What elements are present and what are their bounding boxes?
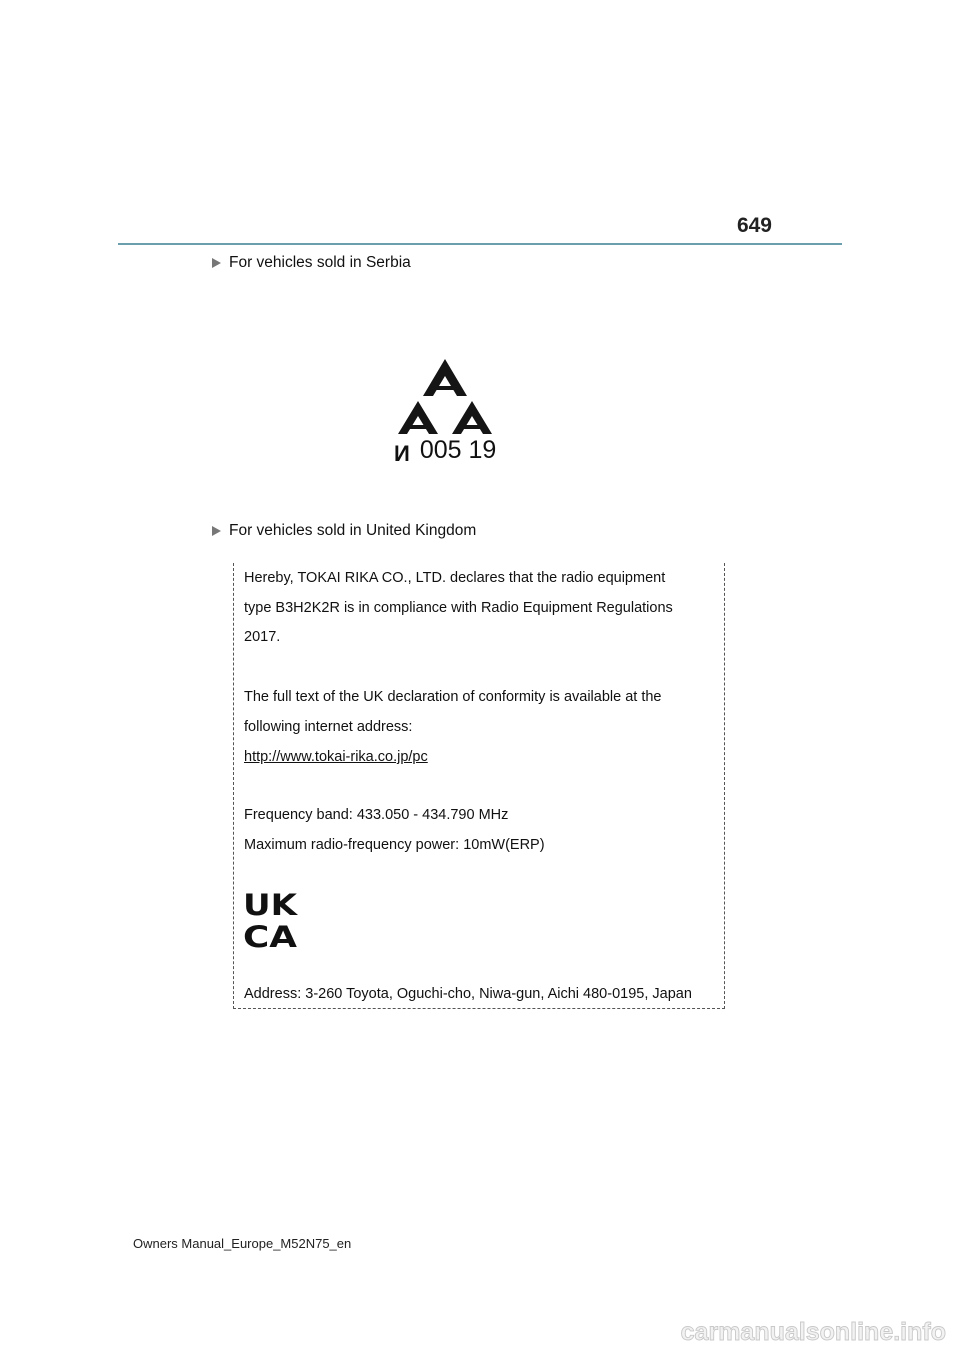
ukca-mark-bottom: CA: [243, 920, 298, 949]
footer-text: Owners Manual_Europe_M52N75_en: [133, 1236, 352, 1251]
frequency-band: Frequency band: 433.050 - 434.790 MHz: [244, 807, 509, 823]
ukca-mark: [243, 889, 299, 949]
serbia-mark-prefix: И: [394, 441, 410, 466]
watermark-text: carmanualsonline.info: [680, 1318, 946, 1346]
declaration-line-4: The full text of the UK declaration of conformity is available at the: [244, 689, 662, 705]
header-rule: [118, 243, 842, 245]
serbia-heading-label: For vehicles sold in Serbia: [229, 254, 411, 271]
declaration-line-5: following internet address:: [244, 719, 413, 735]
max-power: Maximum radio-frequency power: 10mW(ERP): [244, 837, 545, 853]
declaration-line-2: type B3H2K2R is in compliance with Radio Equipment Regulations: [244, 600, 673, 616]
declaration-line-3: 2017.: [244, 629, 281, 645]
triangle-left-icon: [398, 401, 438, 434]
uk-heading: [212, 522, 476, 540]
triangle-right-icon: [452, 401, 492, 434]
manufacturer-address: Address: 3-260 Toyota, Oguchi-cho, Niwa-gun, Aichi 480-0195, Japan: [244, 986, 692, 1002]
serbia-mark-number: 005 19: [419, 436, 497, 464]
bullet-triangle-icon: [212, 526, 221, 536]
declaration-url-link[interactable]: http://www.tokai-rika.co.jp/pc: [244, 749, 428, 765]
uk-heading-label: For vehicles sold in United Kingdom: [229, 522, 477, 539]
bullet-triangle-icon: [212, 258, 221, 268]
serbia-mark-code: [394, 436, 496, 467]
watermark-logo: [648, 1312, 948, 1348]
declaration-line-1: Hereby, TOKAI RIKA CO., LTD. declares that the radio equipment: [244, 570, 666, 586]
triangle-top-icon: [423, 359, 467, 396]
uk-declaration-box: [233, 563, 725, 1009]
serbia-heading: [212, 254, 411, 272]
page-number: 649: [736, 214, 772, 237]
ukca-mark-top: UK: [243, 889, 299, 922]
